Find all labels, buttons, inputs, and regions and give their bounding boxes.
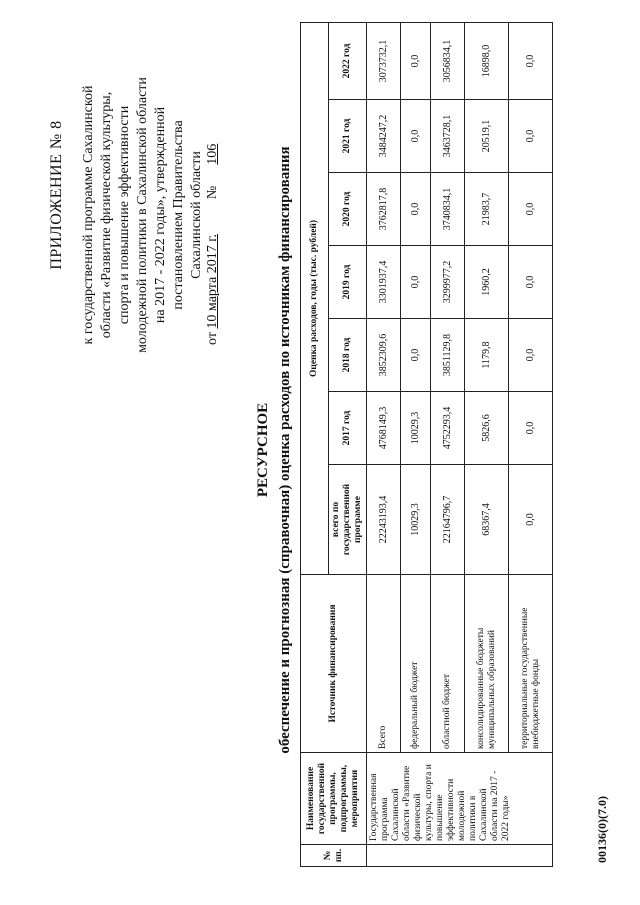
footer-code: 00136(0)(7.0) — [595, 796, 609, 863]
source-cell: Всего — [367, 575, 401, 753]
approval-number: 106 — [205, 143, 220, 165]
value-cell: 3301937,4 — [367, 246, 401, 319]
value-cell: 3056834,1 — [431, 22, 465, 99]
appendix-text — [80, 25, 206, 405]
value-cell: 0,0 — [401, 100, 431, 173]
value-cell: 0,0 — [509, 173, 553, 246]
value-cell: 0,0 — [509, 100, 553, 173]
value-cell: 0,0 — [401, 319, 431, 392]
value-cell: 0,0 — [509, 392, 553, 465]
table-row — [465, 22, 509, 866]
total-cell: 68367,4 — [465, 465, 509, 575]
appendix-line: постановлением Правительства — [171, 120, 186, 310]
header-source: Источник финансирования — [301, 575, 367, 753]
header-year: 2020 год — [329, 173, 367, 246]
header-name: Наименование государственной программы, подпрограммы, мероприятия — [301, 753, 367, 845]
value-cell: 10029,3 — [401, 392, 431, 465]
value-cell: 3299977,2 — [431, 246, 465, 319]
value-cell: 3484247,2 — [367, 100, 401, 173]
value-cell: 0,0 — [401, 246, 431, 319]
value-cell: 20519,1 — [465, 100, 509, 173]
appendix-title: ПРИЛОЖЕНИЕ № 8 — [48, 120, 65, 270]
value-cell: 0,0 — [509, 246, 553, 319]
resource-table — [300, 22, 553, 867]
value-cell: 16898,0 — [465, 22, 509, 99]
table-row — [367, 22, 401, 866]
appendix-line: молодежной политики в Сахалинской области — [135, 77, 150, 353]
source-cell: территориальные государственные внебюджетные фонды — [509, 575, 553, 753]
value-cell: 3463728,1 — [431, 100, 465, 173]
appendix-line: спорта и повышение эффективности — [117, 105, 132, 325]
date-prefix: от — [205, 332, 220, 345]
header-estimate: Оценка расходов, годы (тыс. рублей) — [301, 22, 329, 574]
value-cell: 3852309,6 — [367, 319, 401, 392]
source-cell: федеральный бюджет — [401, 575, 431, 753]
total-cell: 22243193,4 — [367, 465, 401, 575]
value-cell: 0,0 — [401, 22, 431, 99]
table-row — [401, 22, 431, 866]
table-row — [431, 22, 465, 866]
value-cell: 3073732,1 — [367, 22, 401, 99]
appendix-line: на 2017 - 2022 годы», утвержденной — [153, 106, 168, 324]
row-number — [367, 845, 553, 867]
appendix-line: Сахалинской области — [189, 151, 204, 279]
appendix-line: к государственной программе Сахалинской — [81, 85, 96, 345]
header-total: всего по государственной программе — [329, 465, 367, 575]
number-prefix: № — [205, 185, 220, 200]
value-cell: 0,0 — [401, 173, 431, 246]
value-cell: 1179,8 — [465, 319, 509, 392]
value-cell: 3851129,8 — [431, 319, 465, 392]
approval-date-line — [205, 15, 221, 345]
value-cell: 3740834,1 — [431, 173, 465, 246]
title-line-1: РЕСУРСНОЕ — [255, 402, 271, 498]
header-year: 2021 год — [329, 100, 367, 173]
value-cell: 5826,6 — [465, 392, 509, 465]
value-cell: 4768149,3 — [367, 392, 401, 465]
document-title — [252, 55, 296, 845]
header-year: 2017 год — [329, 392, 367, 465]
total-cell: 10029,3 — [401, 465, 431, 575]
appendix-line: области «Развитие физической культуры, — [99, 91, 114, 339]
value-cell: 0,0 — [509, 319, 553, 392]
header-number: № пп. — [301, 845, 367, 867]
source-cell: консолидированные бюджеты муниципальных образований — [465, 575, 509, 753]
value-cell: 0,0 — [509, 22, 553, 99]
total-cell: 0,0 — [509, 465, 553, 575]
value-cell: 3762817,8 — [367, 173, 401, 246]
approval-date: 10 марта 2017 г. — [205, 234, 220, 329]
title-line-2: обеспечение и прогнозная (справочная) оценка расходов по источникам финансирования — [277, 146, 293, 754]
program-name-cell: Государственная программа Сахалинской области «Развитие физической культуры, спорта и повышение эффективности молодежной политики в Сахалинской области на 2017 - 2022 годы» — [367, 753, 553, 845]
source-cell: областной бюджет — [431, 575, 465, 753]
value-cell: 4752293,4 — [431, 392, 465, 465]
header-year: 2022 год — [329, 22, 367, 99]
value-cell: 21983,7 — [465, 173, 509, 246]
table-row — [509, 22, 553, 866]
header-year: 2018 год — [329, 319, 367, 392]
value-cell: 1960,2 — [465, 246, 509, 319]
total-cell: 22164796,7 — [431, 465, 465, 575]
header-year: 2019 год — [329, 246, 367, 319]
